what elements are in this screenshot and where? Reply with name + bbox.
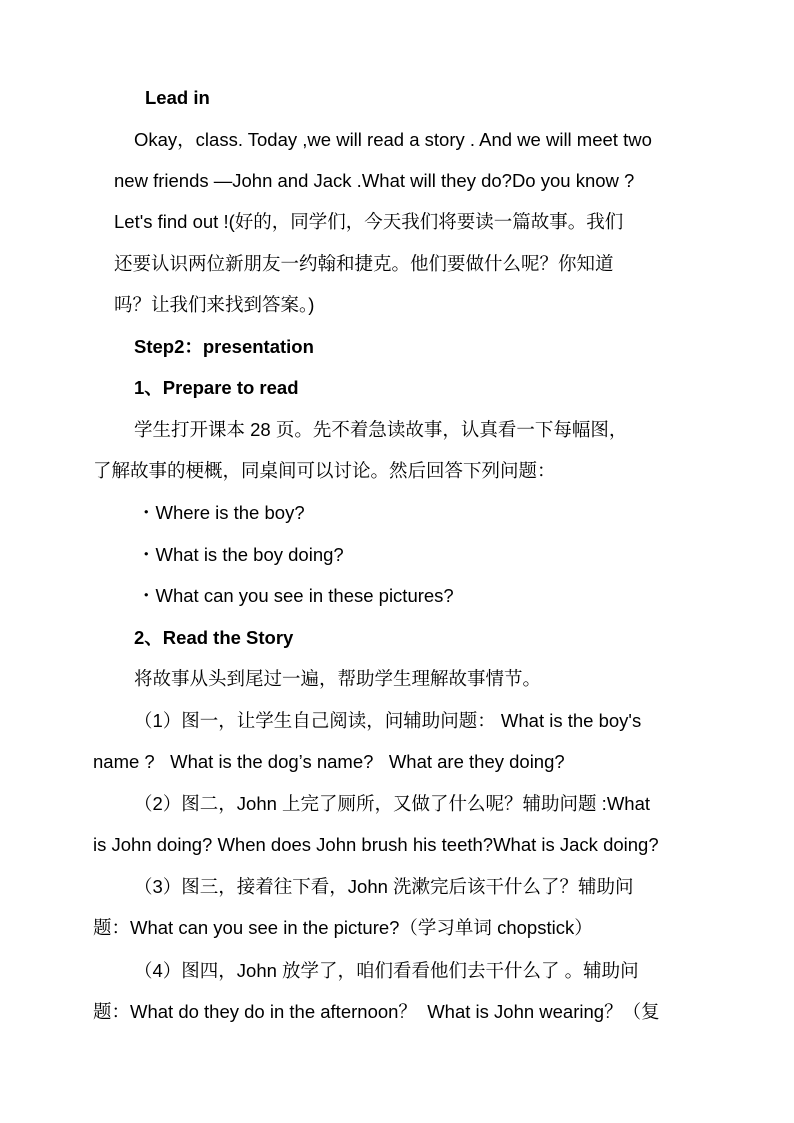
section2-line: （3）图三，接着往下看，John 洗漱完后该干什么了？辅助问 xyxy=(134,876,634,897)
section2-line: （1）图一，让学生自己阅读，问辅助问题： What is the boy's xyxy=(134,710,642,731)
lead-in-line: Okay，class. Today ,we will read a story . And we will meet two xyxy=(134,129,652,150)
step2-heading: Step2：presentation xyxy=(134,336,314,357)
section2-line: （2）图二，John 上完了厕所，又做了什么呢？辅助问题 :What xyxy=(134,793,651,814)
section2-heading: 2、Read the Story xyxy=(134,627,294,648)
lead-in-heading: Lead in xyxy=(145,87,210,108)
lead-in-line: new friends —John and Jack .What will they do?Do you know ? xyxy=(114,170,635,191)
lead-in-line: 吗？让我们来找到答案。) xyxy=(114,294,315,315)
section2-line: 题：What can you see in the picture?（学习单词 chopstick） xyxy=(93,917,593,938)
section1-line: 学生打开课本 28 页。先不着急读故事，认真看一下每幅图， xyxy=(134,419,628,440)
question-item: ・What can you see in these pictures? xyxy=(137,585,454,606)
question-item: ・Where is the boy? xyxy=(137,502,305,523)
section1-heading: 1、Prepare to read xyxy=(134,377,299,398)
lead-in-line: 还要认识两位新朋友一约翰和捷克。他们要做什么呢？你知道 xyxy=(114,253,614,274)
lead-in-line: Let's find out !(好的，同学们，今天我们将要读一篇故事。我们 xyxy=(114,211,624,232)
section2-line: name ? What is the dog’s name? What are they doing? xyxy=(93,751,565,772)
section2-intro: 将故事从头到尾过一遍，帮助学生理解故事情节。 xyxy=(134,668,542,689)
section2-line: （4）图四，John 放学了，咱们看看他们去干什么了 。辅助问 xyxy=(134,960,639,981)
section2-line: 题：What do they do in the afternoon？ What is John wearing？（复 xyxy=(93,1001,660,1022)
section1-line: 了解故事的梗概，同桌间可以讨论。然后回答下列问题： xyxy=(93,460,556,481)
section2-line: is John doing? When does John brush his teeth?What is Jack doing? xyxy=(93,834,659,855)
question-item: ・What is the boy doing? xyxy=(137,544,344,565)
